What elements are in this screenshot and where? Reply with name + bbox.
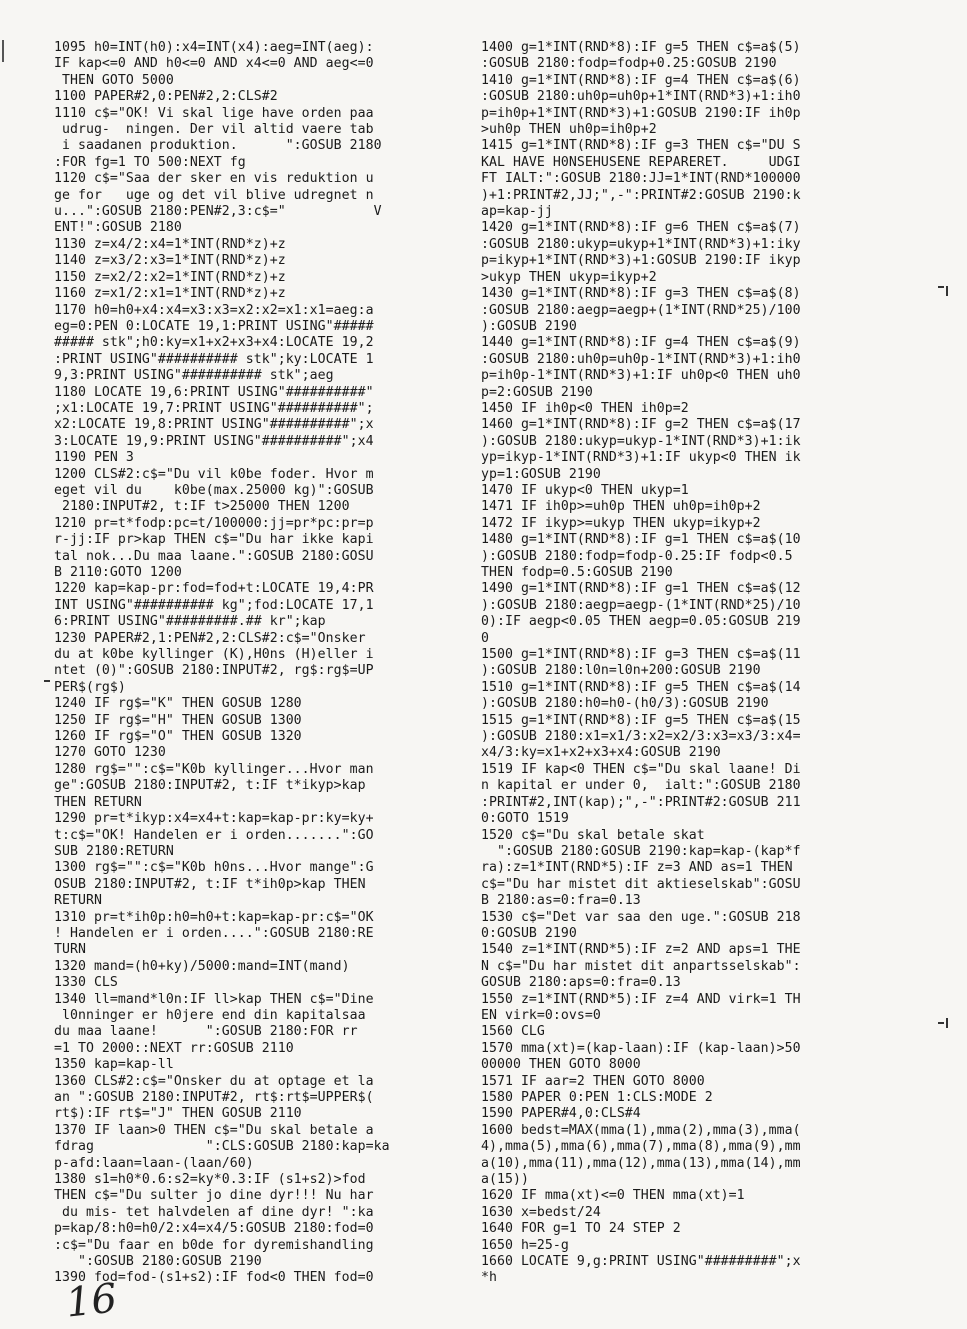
code-line: 1410 g=1*INT(RND*8):IF g=4 THEN c$=a$(6) (481, 72, 801, 88)
code-line: du at k0be kyllinger (K),H0ns (H)eller i (54, 647, 374, 663)
code-line: )+1:PRINT#2,JJ;",-":PRINT#2:GOSUB 2190:k (481, 187, 801, 203)
code-line: 1300 rg$="":c$="K0b h0ns...Hvor mange":G (54, 860, 374, 876)
code-line: ):GOSUB 2180:fodp=fodp-0.25:IF fodp<0.5 (481, 548, 793, 564)
code-line: PER$(rg$) (54, 679, 126, 695)
code-line: GOSUB 2180:aps=0:fra=0.13 (481, 975, 681, 991)
code-line: ):GOSUB 2180:x1=x1/3:x2=x2/3:x3=x3/3:x4= (481, 729, 801, 745)
code-line: ntet (0)":GOSUB 2180:INPUT#2, rg$:rg$=UP (54, 663, 374, 679)
code-line: 0):IF aegp<0.05 THEN aegp=0.05:GOSUB 219 (481, 614, 801, 630)
code-line: 1450 IF ih0p<0 THEN ih0p=2 (481, 400, 689, 416)
code-line: 1340 ll=mand*l0n:IF ll>kap THEN c$="Dine (54, 991, 374, 1007)
code-line: 1590 PAPER#4,0:CLS#4 (481, 1106, 641, 1122)
code-line: FT IALT:":GOSUB 2180:JJ=1*INT(RND*100000 (481, 171, 801, 187)
code-line: a(15)) (481, 1172, 529, 1188)
code-line: tal nok...Du maa laane.":GOSUB 2180:GOSU (54, 548, 374, 564)
code-column-right (481, 40, 865, 1287)
code-line: ":GOSUB 2180:GOSUB 2190 (54, 1254, 262, 1270)
code-line: 1519 IF kap<0 THEN c$="Du skal laane! Di (481, 761, 801, 777)
code-line: 1500 g=1*INT(RND*8):IF g=3 THEN c$=a$(11 (481, 647, 801, 663)
code-line: :PRINT USING"########## stk";ky:LOCATE 1 (54, 351, 374, 367)
code-line: p=2:GOSUB 2190 (481, 384, 593, 400)
code-line: ):GOSUB 2180:l0n=l0n+200:GOSUB 2190 (481, 663, 761, 679)
code-line: SUB 2180:RETURN (54, 843, 174, 859)
code-line: x2:LOCATE 19,8:PRINT USING"##########";x (54, 417, 374, 433)
code-line: 1440 g=1*INT(RND*8):IF g=4 THEN c$=a$(9) (481, 335, 801, 351)
code-line: 6:PRINT USING"#########.## kr";kap (54, 614, 326, 630)
code-line: rt$):IF rt$="J" THEN GOSUB 2110 (54, 1106, 302, 1122)
code-line: 0:GOTO 1519 (481, 811, 569, 827)
code-line: 1471 IF ih0p>=uh0p THEN uh0p=ih0p+2 (481, 499, 761, 515)
code-line: :c$="Du faar en b0de for dyremishandling (54, 1237, 374, 1253)
code-line: *h (481, 1270, 497, 1286)
code-line: t:c$="OK! Handelen er i orden.......":GO (54, 827, 374, 843)
code-line: >uh0p THEN uh0p=ih0p+2 (481, 122, 657, 138)
code-line: 1210 pr=t*fodp:pc=t/100000:jj=pr*pc:pr=p (54, 515, 374, 531)
code-line: 1220 kap=kap-pr:fod=fod+t:LOCATE 19,4:PR (54, 581, 374, 597)
code-line: fdrag ":CLS:GOSUB 2180:kap=ka (54, 1139, 390, 1155)
code-line: 1570 mma(xt)=(kap-laan):IF (kap-laan)>50 (481, 1040, 801, 1056)
code-line: ):GOSUB 2180:ukyp=ukyp-1*INT(RND*3)+1:ik (481, 433, 801, 449)
code-line: 1530 c$="Det var saa den uge.":GOSUB 218 (481, 909, 801, 925)
code-line: =1 TO 2000::NEXT rr:GOSUB 2110 (54, 1040, 294, 1056)
code-line: 1130 z=x4/2:x4=1*INT(RND*z)+z (54, 236, 286, 252)
code-line: 1260 IF rg$="O" THEN GOSUB 1320 (54, 729, 302, 745)
code-line: 1460 g=1*INT(RND*8):IF g=2 THEN c$=a$(17 (481, 417, 801, 433)
code-line: 1200 CLS#2:c$="Du vil k0be foder. Hvor m (54, 466, 374, 482)
code-line: :GOSUB 2180:aegp=aegp+(1*INT(RND*25)/100 (481, 302, 801, 318)
code-line: i saadanen produktion. ":GOSUB 2180 (54, 138, 382, 154)
code-line: KAL HAVE H0NSEHUSENE REPARERET. UDGI (481, 154, 801, 170)
code-line: 1550 z=1*INT(RND*5):IF z=4 AND virk=1 TH (481, 991, 801, 1007)
code-line: ):GOSUB 2180:h0=h0-(h0/3):GOSUB 2190 (481, 696, 769, 712)
code-line: 0 (481, 630, 489, 646)
code-line: B 2180:as=0:fra=0.13 (481, 893, 641, 909)
code-line: p=ih0p-1*INT(RND*3)+1:IF uh0p<0 THEN uh0 (481, 368, 801, 384)
page-number: 16 (63, 1275, 120, 1327)
code-line: l0nninger er h0jere end din kapitalsaa (54, 1007, 366, 1023)
code-line: THEN c$="Du sulter jo dine dyr!!! Nu har (54, 1188, 374, 1204)
code-line: yp=1:GOSUB 2190 (481, 466, 601, 482)
code-line: du maa laane! ":GOSUB 2180:FOR rr (54, 1024, 358, 1040)
code-line: 1290 pr=t*ikyp:x4=x4+t:kap=kap-pr:ky=ky+ (54, 811, 374, 827)
code-line: :GOSUB 2180:ukyp=ukyp+1*INT(RND*3)+1:iky (481, 236, 801, 252)
code-line: 1180 LOCATE 19,6:PRINT USING"##########" (54, 384, 374, 400)
code-line: 1150 z=x2/2:x2=1*INT(RND*z)+z (54, 269, 286, 285)
code-line: 1120 c$="Saa der sker en vis reduktion u (54, 171, 374, 187)
code-line: 1640 FOR g=1 TO 24 STEP 2 (481, 1221, 681, 1237)
code-line: x4/3:ky=x1+x2+x3+x4:GOSUB 2190 (481, 745, 721, 761)
code-line: 1390 fod=fod-(s1+s2):IF fod<0 THEN fod=0 (54, 1270, 374, 1286)
code-line: u...":GOSUB 2180:PEN#2,3:c$=" V (54, 204, 382, 220)
code-line: 1330 CLS (54, 975, 118, 991)
code-line: 1110 c$="OK! Vi skal lige have orden paa (54, 105, 374, 121)
code-line: >ukyp THEN ukyp=ikyp+2 (481, 269, 657, 285)
code-line: 0:GOSUB 2190 (481, 925, 577, 941)
code-line: TURN (54, 942, 86, 958)
code-line: 1140 z=x3/2:x3=1*INT(RND*z)+z (54, 253, 286, 269)
code-line: B 2110:GOTO 1200 (54, 565, 182, 580)
margin-tick (938, 1022, 944, 1024)
code-column-left (54, 40, 434, 1287)
code-line: 1415 g=1*INT(RND*8):IF g=3 THEN c$="DU S (481, 138, 801, 154)
code-line: THEN GOTO 5000 (54, 72, 174, 88)
code-line: 1420 g=1*INT(RND*8):IF g=6 THEN c$=a$(7) (481, 220, 801, 236)
code-line: 1600 bedst=MAX(mma(1),mma(2),mma(3),mma( (481, 1122, 801, 1138)
code-line: p=ih0p+1*INT(RND*3)+1:GOSUB 2190:IF ih0p (481, 105, 801, 121)
code-line: 1480 g=1*INT(RND*8):IF g=1 THEN c$=a$(10 (481, 532, 801, 548)
code-line: THEN fodp=0.5:GOSUB 2190 (481, 565, 673, 580)
code-line: 1660 LOCATE 9,g:PRINT USING"#########";x (481, 1254, 801, 1270)
code-line: :GOSUB 2180:uh0p=uh0p+1*INT(RND*3)+1:ih0 (481, 89, 801, 105)
code-line: du mis- tet halvdelen af dine dyr! ":ka (54, 1204, 374, 1220)
code-line: ##### stk";h0:ky=x1+x2+x3+x4:LOCATE 19,2 (54, 335, 374, 351)
code-line: 1510 g=1*INT(RND*8):IF g=5 THEN c$=a$(14 (481, 679, 801, 695)
code-line: a(10),mma(11),mma(12),mma(13),mma(14),mm (481, 1155, 801, 1171)
code-line: 1490 g=1*INT(RND*8):IF g=1 THEN c$=a$(12 (481, 581, 801, 597)
margin-tick (946, 1018, 948, 1028)
code-line: :PRINT#2,INT(kap);",-":PRINT#2:GOSUB 211 (481, 794, 801, 810)
code-line: 3:LOCATE 19,9:PRINT USING"##########";x4 (54, 433, 374, 449)
code-line: 1250 IF rg$="H" THEN GOSUB 1300 (54, 712, 302, 728)
code-line: 1280 rg$="":c$="K0b kyllinger...Hvor man (54, 761, 374, 777)
code-line: 1230 PAPER#2,1:PEN#2,2:CLS#2:c$="Onsker (54, 630, 366, 646)
code-line: 1170 h0=h0+x4:x4=x3:x3=x2:x2=x1:x1=aeg:a (54, 302, 374, 318)
code-line: 9,3:PRINT USING"########## stk";aeg (54, 368, 334, 384)
code-line: n kapital er under 0, ialt:":GOSUB 2180 (481, 778, 801, 794)
margin-tick (946, 286, 948, 296)
code-line: RETURN (54, 893, 102, 909)
code-line: 1580 PAPER 0:PEN 1:CLS:MODE 2 (481, 1090, 713, 1105)
code-line: ge for uge og det vil blive udregnet n (54, 187, 374, 203)
code-line: 4),mma(5),mma(6),mma(7),mma(8),mma(9),mm (481, 1139, 801, 1155)
code-line: ENT!":GOSUB 2180 (54, 220, 182, 236)
code-line: INT USING"########## kg";fod:LOCATE 17,1 (54, 597, 374, 613)
code-line: :GOSUB 2180:fodp=fodp+0.25:GOSUB 2190 (481, 56, 777, 72)
code-line: 1160 z=x1/2:x1=1*INT(RND*z)+z (54, 286, 286, 302)
code-line: 1100 PAPER#2,0:PEN#2,2:CLS#2 (54, 89, 278, 105)
code-line: an ":GOSUB 2180:INPUT#2, rt$:rt$=UPPER$( (54, 1090, 374, 1105)
margin-tick (44, 680, 50, 682)
binder-mark (2, 40, 4, 62)
code-line: r-jj:IF pr>kap THEN c$="Du har ikke kapi (54, 532, 374, 548)
code-line: 1650 h=25-g (481, 1237, 569, 1253)
code-line: 1560 CLG (481, 1024, 545, 1040)
code-line: 1270 GOTO 1230 (54, 745, 166, 761)
code-line: 1380 s1=h0*0.6:s2=ky*0.3:IF (s1+s2)>fod (54, 1172, 366, 1188)
code-line: p=kap/8:h0=h0/2:x4=x4/5:GOSUB 2180:fod=0 (54, 1221, 374, 1237)
code-line: ! Handelen er i orden....":GOSUB 2180:RE (54, 925, 374, 941)
code-line: eget vil du k0be(max.25000 kg)":GOSUB (54, 482, 374, 498)
code-line: ):GOSUB 2190 (481, 318, 577, 334)
code-line: 1472 IF ikyp>=ukyp THEN ukyp=ikyp+2 (481, 515, 761, 531)
code-line: ;x1:LOCATE 19,7:PRINT USING"##########"; (54, 400, 374, 416)
code-line: 1320 mand=(h0+ky)/5000:mand=INT(mand) (54, 958, 350, 974)
code-line: 1095 h0=INT(h0):x4=INT(x4):aeg=INT(aeg): (54, 40, 374, 55)
code-line: THEN RETURN (54, 794, 142, 810)
code-line: udrug- ningen. Der vil altid vaere tab (54, 122, 374, 138)
code-line: ge":GOSUB 2180:INPUT#2, t:IF t*ikyp>kap (54, 778, 366, 794)
code-line: 1520 c$="Du skal betale skat (481, 827, 705, 843)
code-line: c$="Du har mistet dit aktieselskab":GOSU (481, 876, 801, 892)
code-line: 1370 IF laan>0 THEN c$="Du skal betale a (54, 1122, 374, 1138)
code-line: yp=ikyp-1*INT(RND*3)+1:IF ukyp<0 THEN ik (481, 450, 801, 466)
code-line: 1571 IF aar=2 THEN GOTO 8000 (481, 1073, 705, 1089)
code-line: 1360 CLS#2:c$="Onsker du at optage et la (54, 1073, 374, 1089)
code-line: OSUB 2180:INPUT#2, t:IF t*ih0p>kap THEN (54, 876, 366, 892)
code-line: ap=kap-jj (481, 204, 553, 220)
code-line: 1430 g=1*INT(RND*8):IF g=3 THEN c$=a$(8) (481, 286, 801, 302)
code-line: 1620 IF mma(xt)<=0 THEN mma(xt)=1 (481, 1188, 745, 1204)
code-line: :GOSUB 2180:uh0p=uh0p-1*INT(RND*3)+1:ih0 (481, 351, 801, 367)
code-line: 1350 kap=kap-ll (54, 1057, 174, 1073)
code-line: ":GOSUB 2180:GOSUB 2190:kap=kap-(kap*f (481, 843, 801, 859)
code-line: p-afd:laan=laan-(laan/60) (54, 1155, 254, 1171)
code-line: 2180:INPUT#2, t:IF t>25000 THEN 1200 (54, 499, 350, 515)
code-line: 1400 g=1*INT(RND*8):IF g=5 THEN c$=a$(5) (481, 40, 801, 55)
code-line: :FOR fg=1 TO 500:NEXT fg (54, 154, 246, 170)
code-line: 1470 IF ukyp<0 THEN ukyp=1 (481, 482, 689, 498)
code-line: p=ikyp+1*INT(RND*3)+1:GOSUB 2190:IF ikyp (481, 253, 801, 269)
code-line: 1240 IF rg$="K" THEN GOSUB 1280 (54, 696, 302, 712)
code-line: 00000 THEN GOTO 8000 (481, 1057, 641, 1073)
code-line: IF kap<=0 AND h0<=0 AND x4<=0 AND aeg<=0 (54, 56, 374, 72)
code-line: N c$="Du har mistet dit anpartsselskab": (481, 958, 801, 974)
code-line: EN virk=0:ovs=0 (481, 1007, 601, 1023)
code-line: ):GOSUB 2180:aegp=aegp-(1*INT(RND*25)/10 (481, 597, 801, 613)
code-line: 1190 PEN 3 (54, 450, 134, 466)
margin-tick (938, 286, 944, 288)
code-line: 1630 x=bedst/24 (481, 1204, 601, 1220)
code-line: eg=0:PEN 0:LOCATE 19,1:PRINT USING"##### (54, 318, 374, 334)
code-line: 1540 z=1*INT(RND*5):IF z=2 AND aps=1 THE (481, 942, 801, 958)
code-line: 1515 g=1*INT(RND*8):IF g=5 THEN c$=a$(15 (481, 712, 801, 728)
code-line: 1310 pr=t*ih0p:h0=h0+t:kap=kap-pr:c$="OK (54, 909, 374, 925)
code-line: ra):z=1*INT(RND*5):IF z=3 AND as=1 THEN (481, 860, 793, 876)
